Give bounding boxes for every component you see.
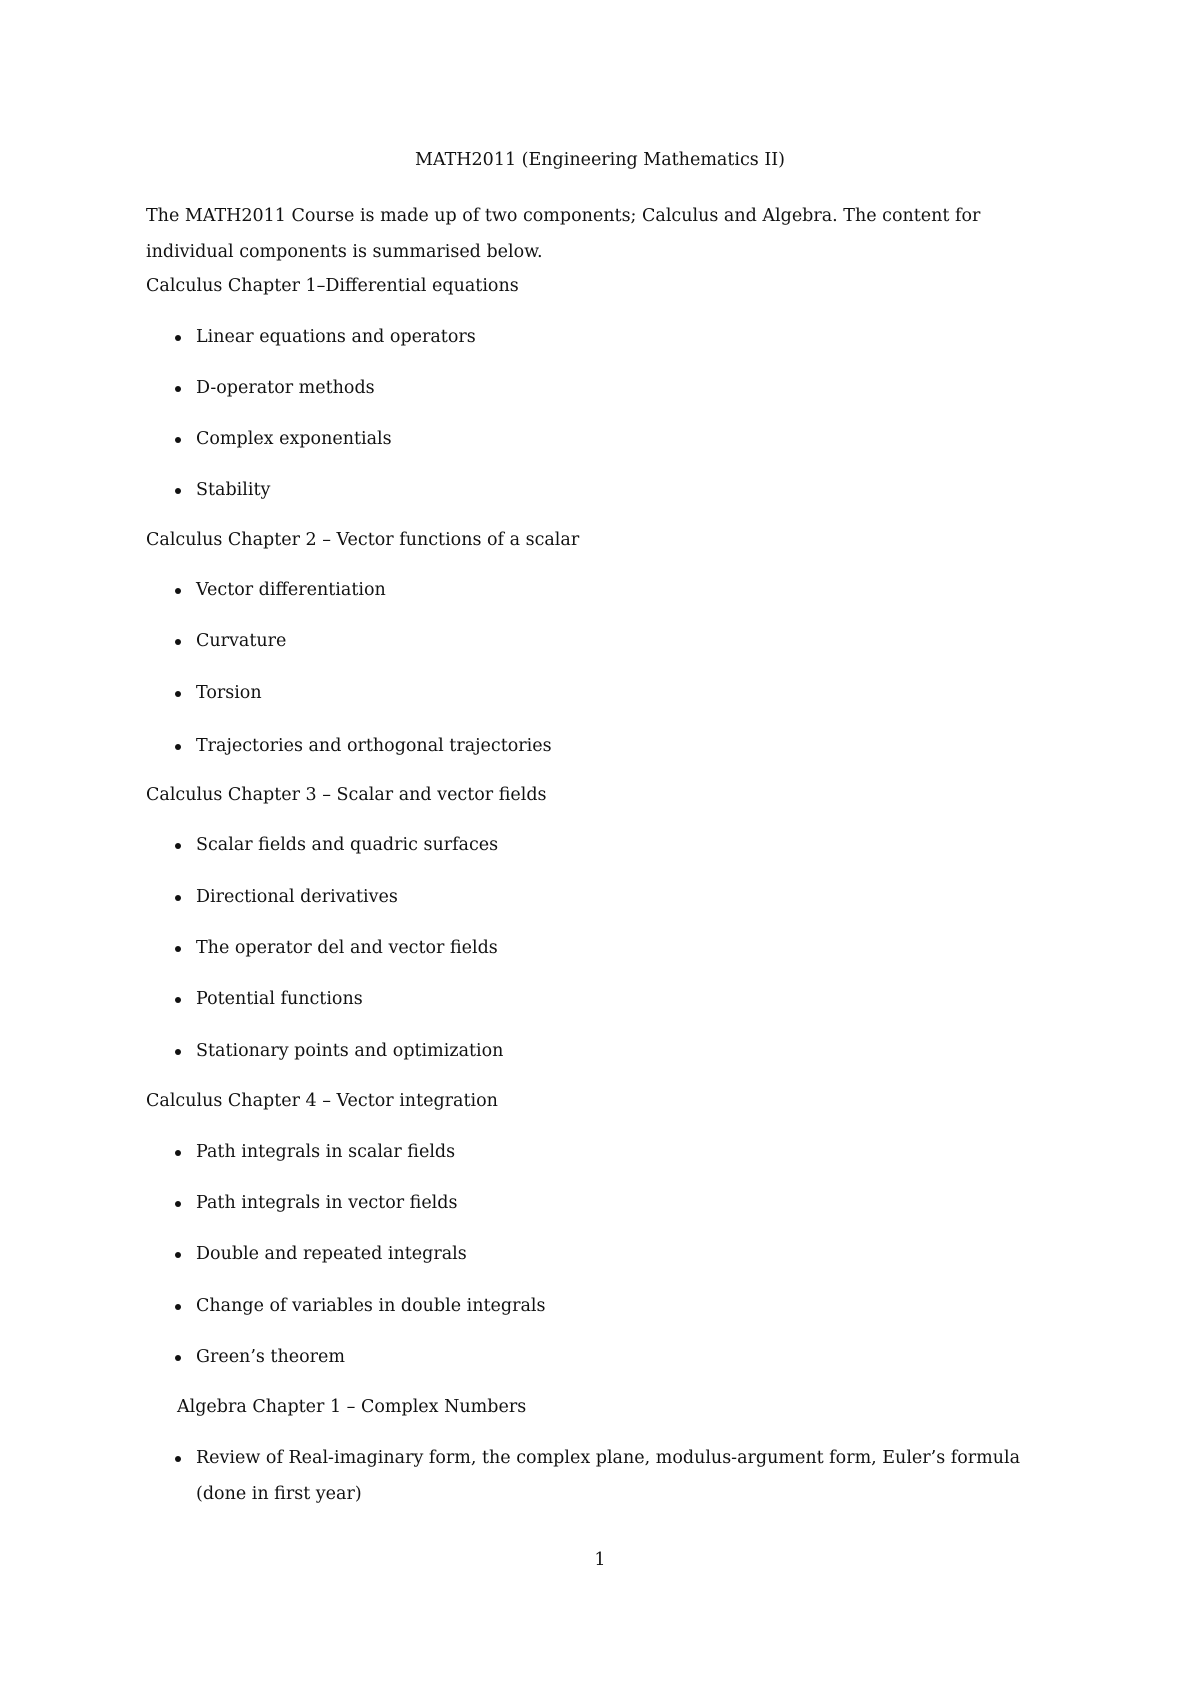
list-item: Linear equations and operators (172, 325, 1072, 349)
bullet-icon (175, 1355, 181, 1361)
bullet-icon (175, 1252, 181, 1258)
list-item: Change of variables in double integrals (172, 1294, 1072, 1318)
section-heading-calculus-ch1: Calculus Chapter 1–Differential equations (146, 276, 519, 296)
list-item: Curvature (172, 629, 1072, 653)
bullet-icon (175, 335, 181, 341)
bullet-icon (175, 1150, 181, 1156)
bullet-icon (175, 691, 181, 697)
list-item: Review of Real-imaginary form, the complex plane, modulus-argument form, Euler’s formula (done in first year) (172, 1440, 1072, 1512)
list-item: Vector differentiation (172, 578, 1072, 602)
section-heading-calculus-ch3: Calculus Chapter 3 – Scalar and vector fields (146, 785, 547, 805)
list-item: Torsion (172, 681, 1072, 705)
bullet-icon (175, 895, 181, 901)
bullet-icon (175, 639, 181, 645)
bullet-icon (175, 744, 181, 750)
bullet-icon (175, 488, 181, 494)
list-item: D-operator methods (172, 376, 1072, 400)
bullet-icon (175, 843, 181, 849)
list-item: Green’s theorem (172, 1345, 1072, 1369)
list-item: Complex exponentials (172, 427, 1072, 451)
bullet-icon (175, 1049, 181, 1055)
list-item: The operator del and vector fields (172, 936, 1072, 960)
bullet-icon (175, 946, 181, 952)
list-item: Directional derivatives (172, 885, 1072, 909)
list-item: Scalar fields and quadric surfaces (172, 833, 1072, 857)
list-item: Trajectories and orthogonal trajectories (172, 734, 1072, 758)
bullet-icon (175, 1304, 181, 1310)
list-item: Stationary points and optimization (172, 1039, 1072, 1063)
intro-paragraph: The MATH2011 Course is made up of two components; Calculus and Algebra. The content for individual components is summarised below. (146, 206, 981, 262)
document-title: MATH2011 (Engineering Mathematics II) (415, 150, 785, 170)
bullet-icon (175, 437, 181, 443)
list-item: Path integrals in scalar fields (172, 1140, 1072, 1164)
page-number: 1 (594, 1550, 606, 1570)
list-item: Potential functions (172, 987, 1072, 1011)
section-heading-calculus-ch4: Calculus Chapter 4 – Vector integration (146, 1091, 498, 1111)
section-heading-algebra-ch1: Algebra Chapter 1 – Complex Numbers (177, 1397, 527, 1417)
bullet-icon (175, 386, 181, 392)
list-item: Double and repeated integrals (172, 1242, 1072, 1266)
list-item: Stability (172, 478, 1072, 502)
bullet-icon (175, 1201, 181, 1207)
bullet-icon (175, 997, 181, 1003)
bullet-icon (175, 1456, 181, 1462)
section-heading-calculus-ch2: Calculus Chapter 2 – Vector functions of a scalar (146, 530, 580, 550)
list-item: Path integrals in vector fields (172, 1191, 1072, 1215)
bullet-icon (175, 588, 181, 594)
